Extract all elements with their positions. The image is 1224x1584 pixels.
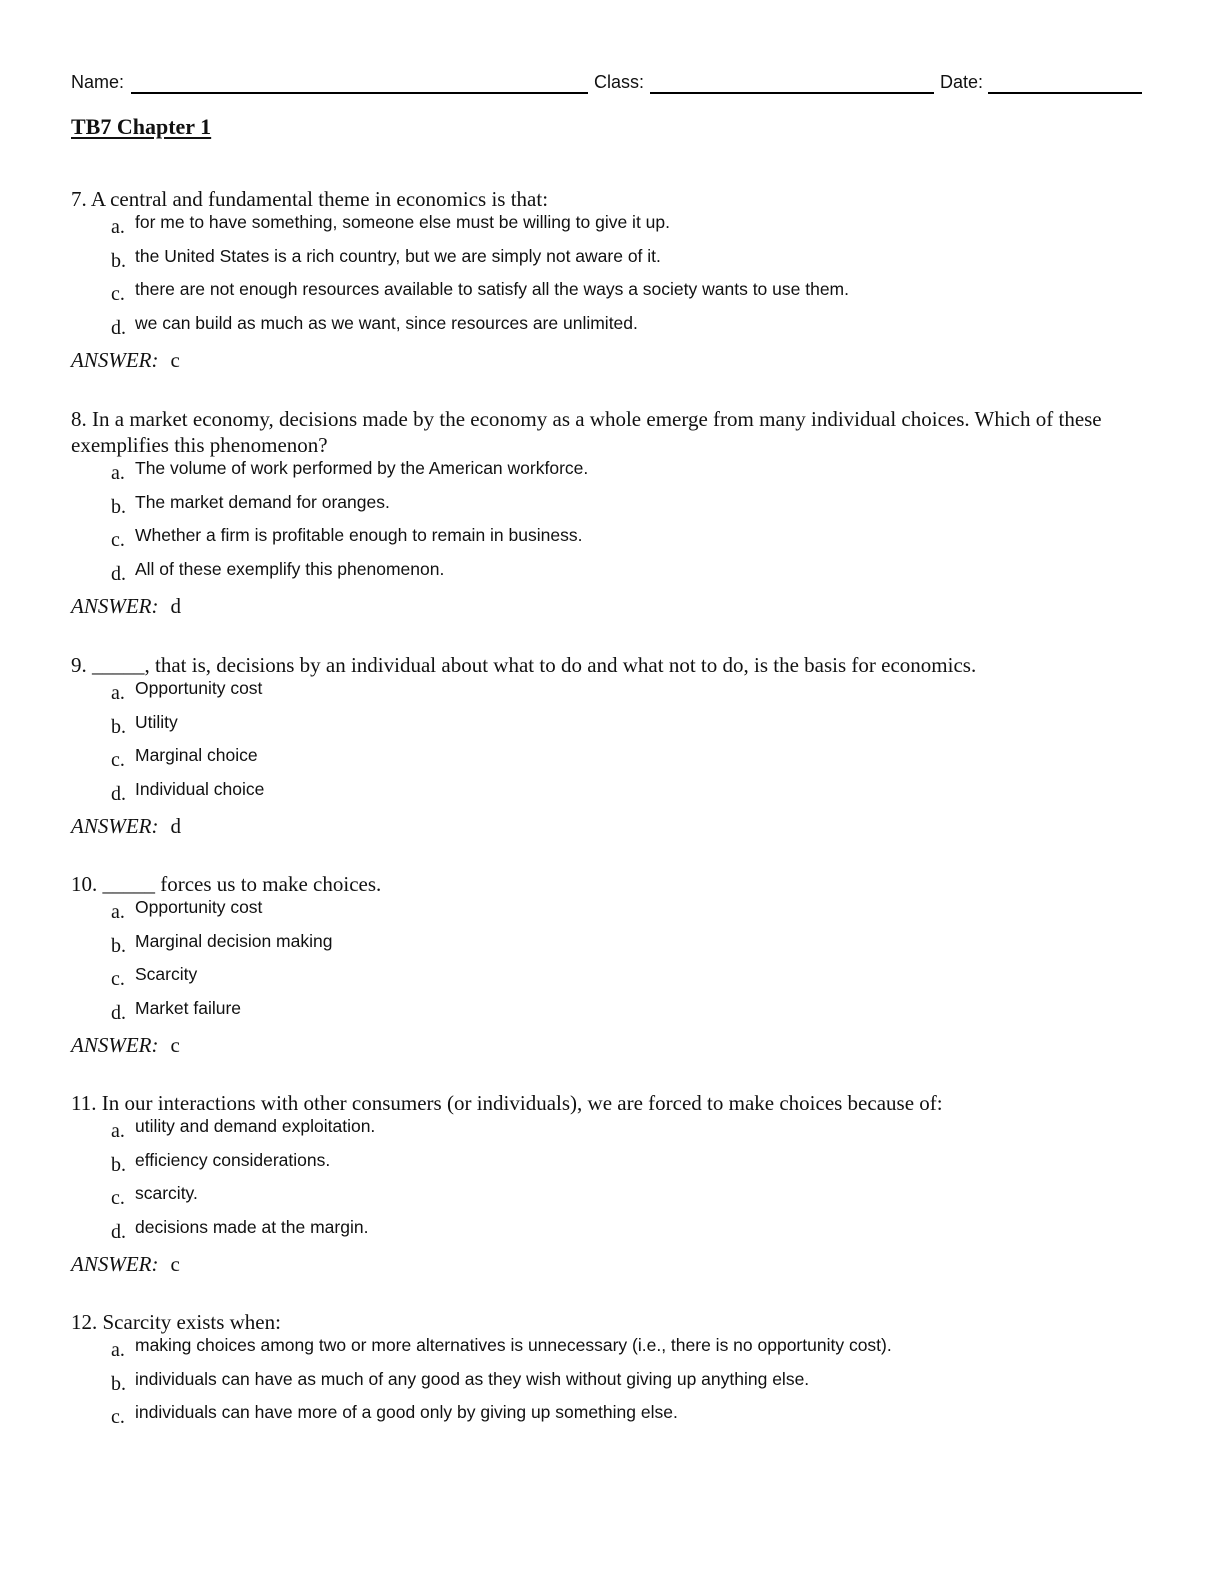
option-c[interactable] <box>71 279 1171 313</box>
question-text: 8. In a market economy, decisions made by the economy as a whole emerge from many individual choices. Which of these exemplifies this phenomenon? <box>71 407 1102 457</box>
option-letter: d. <box>111 782 126 805</box>
option-letter: b. <box>111 1372 126 1395</box>
option-c[interactable] <box>71 1402 1171 1436</box>
option-text: making choices among two or more alternatives is unnecessary (i.e., there is no opportunity cost). <box>135 1335 892 1355</box>
question-9 <box>71 652 1171 842</box>
option-c[interactable] <box>71 525 1171 559</box>
option-letter: c. <box>111 968 125 990</box>
option-text: there are not enough resources available to satisfy all the ways a society wants to use them. <box>135 279 849 299</box>
option-text: Opportunity cost <box>135 678 263 698</box>
answer-line <box>71 814 1171 842</box>
option-d[interactable] <box>71 998 1171 1032</box>
question-text: 10. _____ forces us to make choices. <box>71 872 382 896</box>
option-letter: d. <box>111 1001 126 1024</box>
option-list <box>71 458 1171 592</box>
option-list <box>71 212 1171 346</box>
option-letter: a. <box>111 216 125 238</box>
answer-line <box>71 348 1171 376</box>
option-text: The volume of work performed by the American workforce. <box>135 458 589 478</box>
option-b[interactable] <box>71 246 1171 280</box>
option-b[interactable] <box>71 1369 1171 1403</box>
option-letter: d. <box>111 316 126 339</box>
option-letter: c. <box>111 529 125 551</box>
option-text: Market failure <box>135 997 242 1018</box>
option-text: we can build as much as we want, since resources are unlimited. <box>135 312 638 333</box>
answer-line <box>71 1033 1171 1061</box>
answer-label: ANSWER: <box>71 594 159 618</box>
option-text: Utility <box>135 711 178 732</box>
option-list <box>71 897 1171 1031</box>
option-letter: a. <box>111 901 125 923</box>
option-letter: c. <box>111 749 125 771</box>
option-text: Individual choice <box>135 778 265 799</box>
option-b[interactable] <box>71 712 1171 746</box>
option-d[interactable] <box>71 559 1171 593</box>
answer-line <box>71 1252 1171 1280</box>
answer-value: c <box>170 1252 180 1276</box>
name-label: Name: <box>71 72 125 92</box>
date-label: Date: <box>940 72 984 92</box>
option-c[interactable] <box>71 964 1171 998</box>
option-text: efficiency considerations. <box>135 1149 331 1170</box>
option-text: Whether a firm is profitable enough to remain in business. <box>135 525 583 545</box>
question-12 <box>71 1309 1171 1436</box>
option-text: Opportunity cost <box>135 897 263 917</box>
question-10 <box>71 871 1171 1061</box>
option-c[interactable] <box>71 1183 1171 1217</box>
answer-label: ANSWER: <box>71 348 159 372</box>
option-letter: a. <box>111 1120 125 1142</box>
option-d[interactable] <box>71 779 1171 813</box>
answer-value: c <box>170 348 180 372</box>
option-a[interactable] <box>71 1335 1171 1369</box>
class-field[interactable] <box>650 92 934 94</box>
page-title: TB7 Chapter 1 <box>71 114 212 139</box>
option-letter: b. <box>111 715 126 738</box>
answer-label: ANSWER: <box>71 1252 159 1276</box>
question-text: 11. In our interactions with other consumers (or individuals), we are forced to make choices because of: <box>71 1091 943 1115</box>
answer-line <box>71 594 1171 622</box>
question-text: 12. Scarcity exists when: <box>71 1310 281 1334</box>
option-d[interactable] <box>71 1217 1171 1251</box>
option-a[interactable] <box>71 458 1171 492</box>
question-text: 7. A central and fundamental theme in economics is that: <box>71 187 549 211</box>
option-text: The market demand for oranges. <box>135 491 390 512</box>
option-b[interactable] <box>71 1150 1171 1184</box>
option-text: individuals can have more of a good only by giving up something else. <box>135 1402 678 1422</box>
option-d[interactable] <box>71 313 1171 347</box>
answer-value: d <box>170 594 181 618</box>
option-letter: b. <box>111 249 126 272</box>
option-text: the United States is a rich country, but we are simply not aware of it. <box>135 245 661 266</box>
option-letter: c. <box>111 1406 125 1428</box>
option-list <box>71 678 1171 812</box>
option-letter: a. <box>111 462 125 484</box>
option-a[interactable] <box>71 678 1171 712</box>
answer-label: ANSWER: <box>71 814 159 838</box>
option-text: All of these exemplify this phenomenon. <box>135 558 445 579</box>
option-text: scarcity. <box>135 1183 198 1203</box>
question-8 <box>71 406 1171 622</box>
question-text: 9. _____, that is, decisions by an individual about what to do and what not to do, is the basis for economics. <box>71 653 977 677</box>
option-letter: c. <box>111 1187 125 1209</box>
option-text: decisions made at the margin. <box>135 1216 369 1237</box>
option-text: Marginal decision making <box>135 930 333 951</box>
answer-label: ANSWER: <box>71 1033 159 1057</box>
answer-value: c <box>170 1033 180 1057</box>
question-7 <box>71 186 1171 376</box>
option-text: utility and demand exploitation. <box>135 1116 376 1136</box>
option-b[interactable] <box>71 931 1171 965</box>
class-label: Class: <box>594 72 645 92</box>
option-list <box>71 1116 1171 1250</box>
option-text: individuals can have as much of any good as they wish without giving up anything else. <box>135 1368 810 1389</box>
option-letter: a. <box>111 682 125 704</box>
question-11 <box>71 1090 1171 1280</box>
option-letter: b. <box>111 1153 126 1176</box>
option-list <box>71 1335 1171 1436</box>
option-a[interactable] <box>71 212 1171 246</box>
option-text: for me to have something, someone else must be willing to give it up. <box>135 212 670 232</box>
option-letter: d. <box>111 562 126 585</box>
option-a[interactable] <box>71 1116 1171 1150</box>
answer-value: d <box>170 814 181 838</box>
option-letter: a. <box>111 1339 125 1361</box>
option-letter: d. <box>111 1220 126 1243</box>
option-text: Scarcity <box>135 964 198 984</box>
name-field[interactable] <box>131 92 588 94</box>
option-letter: b. <box>111 495 126 518</box>
option-b[interactable] <box>71 492 1171 526</box>
date-field[interactable] <box>988 92 1142 94</box>
header-row <box>0 70 1224 96</box>
option-text: Marginal choice <box>135 745 258 765</box>
option-letter: b. <box>111 934 126 957</box>
option-letter: c. <box>111 283 125 305</box>
option-c[interactable] <box>71 745 1171 779</box>
option-a[interactable] <box>71 897 1171 931</box>
